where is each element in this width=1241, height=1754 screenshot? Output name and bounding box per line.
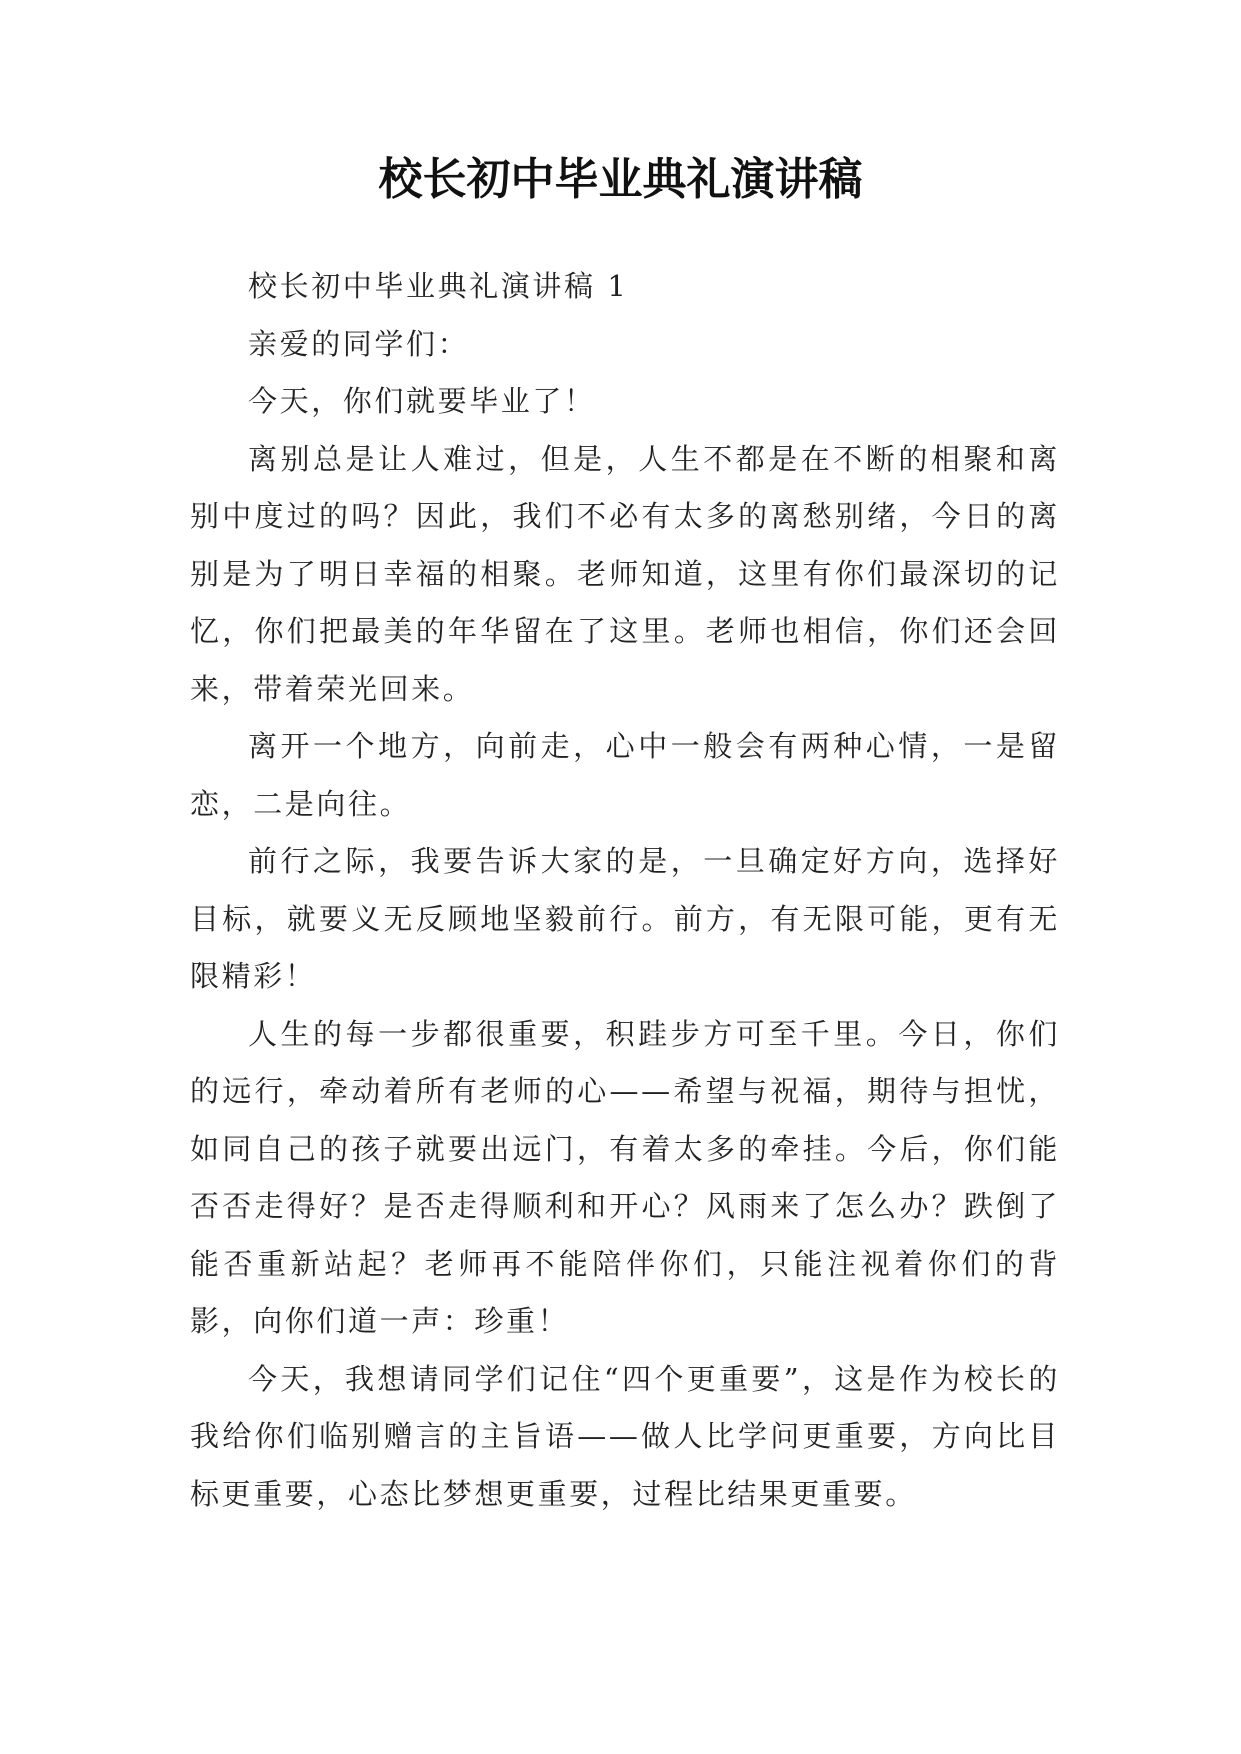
paragraph: 今天，你们就要毕业了！ — [248, 384, 596, 418]
document-body — [190, 258, 1060, 1523]
paragraph: 今天，我想请同学们记住“四个更重要”，这是作为校长的我给你们临别赠言的主旨语——做人比学问更重要，方向比目标更重要，心态比梦想更重要，过程比结果更重要。 — [190, 1361, 1060, 1511]
paragraph: 离别总是让人难过，但是，人生不都是在不断的相聚和离别中度过的吗？因此，我们不必有太多的离愁别绪，今日的离别是为了明日幸福的相聚。老师知道，这里有你们最深切的记忆，你们把最美的年华留在了这里。老师也相信，你们还会回来，带着荣光回来。 — [190, 441, 1060, 706]
paragraph: 离开一个地方，向前走，心中一般会有两种心情，一是留恋，二是向往。 — [190, 729, 1060, 821]
paragraph: 前行之际，我要告诉大家的是，一旦确定好方向，选择好目标，就要义无反顾地坚毅前行。前方，有无限可能，更有无限精彩！ — [190, 844, 1060, 993]
section-heading: 校长初中毕业典礼演讲稿 1 — [248, 269, 629, 303]
paragraph: 人生的每一步都很重要，积跬步方可至千里。今日，你们的远行，牵动着所有老师的心——希望与祝福，期待与担忧，如同自己的孩子就要出远门，有着太多的牵挂。今后，你们能否否走得好？是否走得顺利和开心？风雨来了怎么办？跌倒了能否重新站起？老师再不能陪伴你们，只能注视着你们的背影，向你们道一声：珍重！ — [190, 1016, 1060, 1338]
document-title: 校长初中毕业典礼演讲稿 — [378, 154, 863, 205]
salutation: 亲爱的同学们： — [248, 326, 470, 361]
